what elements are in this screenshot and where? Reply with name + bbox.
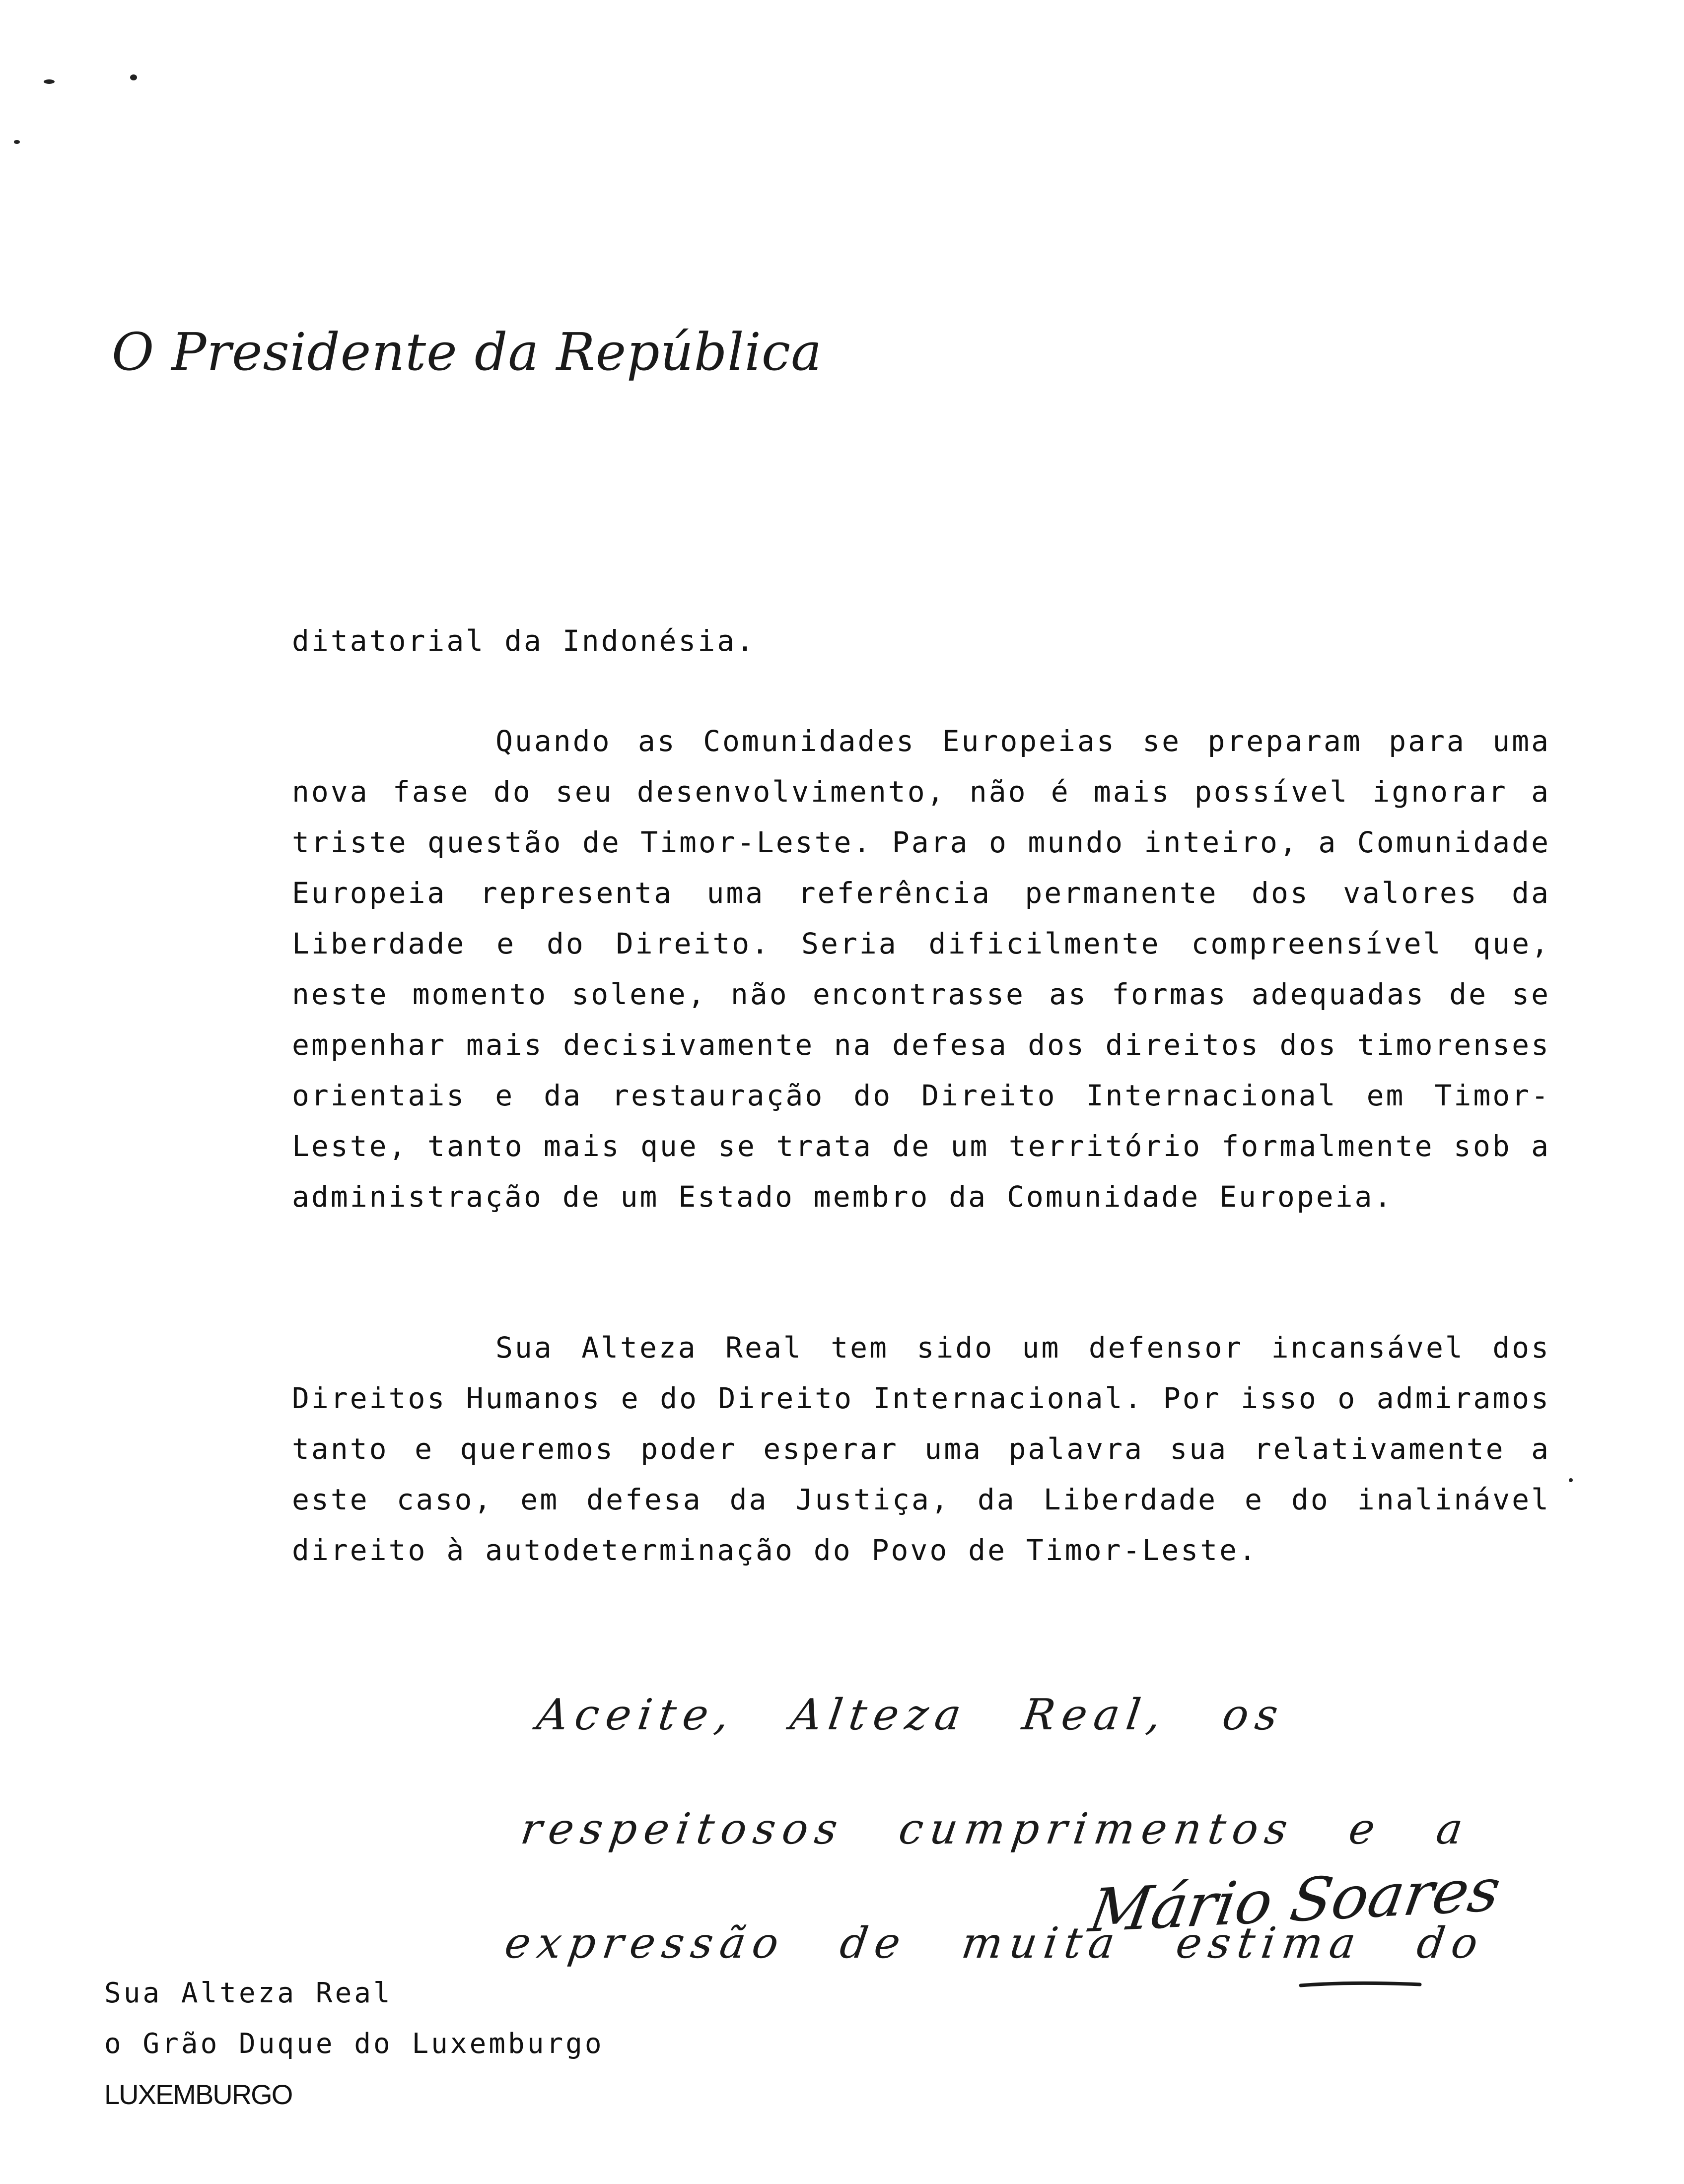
signature-name: Mário Soares: [1084, 1855, 1505, 1946]
paragraph-2: [292, 1322, 1550, 1575]
scan-speck: [1569, 1478, 1573, 1482]
paragraph-2-text: Sua Alteza Real tem sido um defensor incansável dos Direitos Humanos e do Direito Internacional. Por isso o admiramos tanto e queremos poder esperar uma palavra sua relativamente a este caso, em defesa da Justiça, da Liberdade e do inalinável direito à autodeterminação do Povo de Timor-Leste.: [292, 1331, 1550, 1567]
address-country: LUXEMBURGO: [104, 2079, 292, 2110]
signature-underline: [1092, 1866, 1450, 1995]
handwritten-closing: Aceite, Alteza Real, os respeitosos cumprimentos e a expressão de muita estima do: [501, 1690, 1488, 1968]
scan-speck: [14, 140, 20, 144]
address-line-1: Sua Alteza Real: [104, 1977, 393, 2009]
recipient-address: [104, 1968, 604, 2120]
opening-line: ditatorial da Indonésia.: [292, 624, 756, 658]
paragraph-1: [292, 716, 1550, 1222]
scan-speck: [44, 79, 55, 84]
address-line-2: o Grão Duque do Luxemburgo: [104, 2028, 604, 2060]
signature: [1084, 1855, 1505, 1995]
letterhead-title: O Presidente da República: [112, 322, 823, 382]
scan-speck: [130, 74, 137, 80]
paragraph-1-text: Quando as Comunidades Europeias se preparam para uma nova fase do seu desenvolvimento, não é mais possível ignorar a triste questão de Timor-Leste. Para o mundo inteiro, a Comunidade Europeia representa uma referência permanente dos valores da Liberdade e do Direito. Seria dificilmente compreensível que, neste momento solene, não encontrasse as formas adequadas de se empenhar mais decisivamente na defesa dos direitos dos timorenses orientais e da restauração do Direito Internacional em Timor-Leste, tanto mais que se trata de um território formalmente sob a administração de um Estado membro da Comunidade Europeia.: [292, 724, 1550, 1214]
